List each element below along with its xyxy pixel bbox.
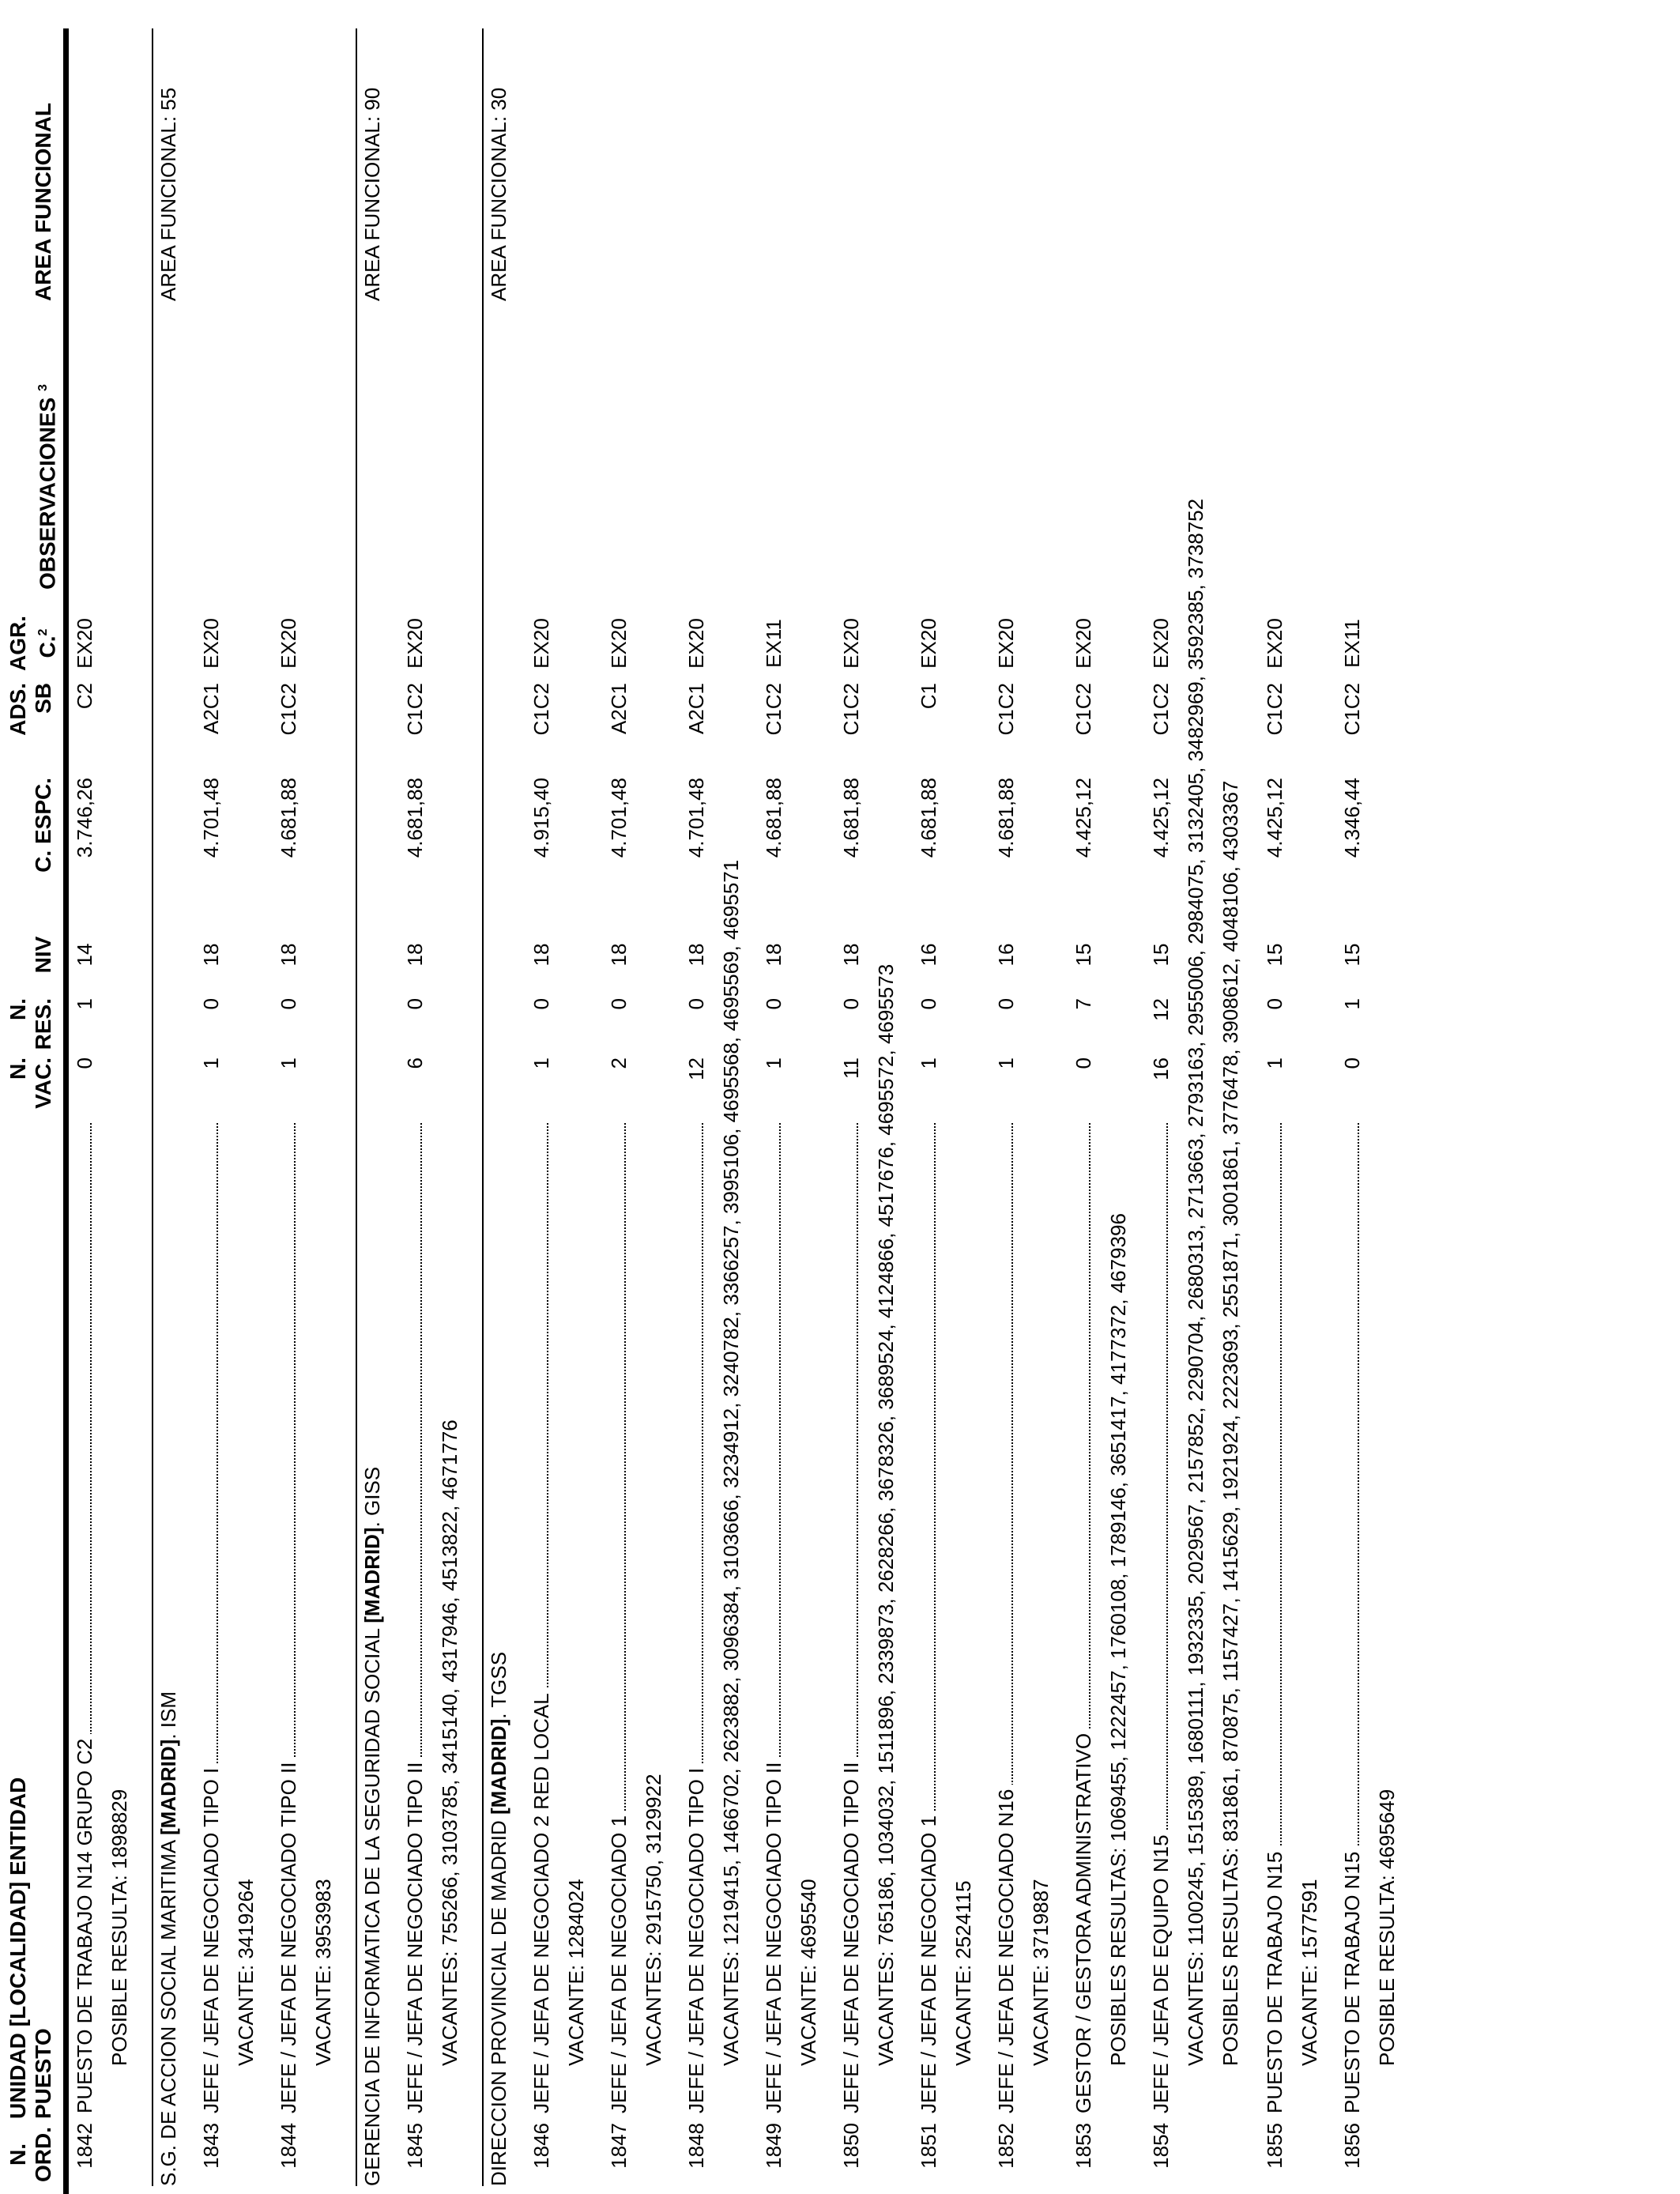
row-n-vac: 1: [199, 1057, 223, 1069]
row-agr-c: EX20: [1072, 618, 1095, 669]
row-c-espc: 4.425,12: [1263, 778, 1286, 858]
row-ord: 1852: [994, 2123, 1018, 2169]
section-unit: [360, 1467, 384, 2186]
header-puesto: PUESTO: [31, 2028, 55, 2119]
area-funcional: AREA FUNCIONAL: 55: [156, 87, 180, 301]
header-ads-2: SB: [31, 683, 55, 714]
row-ord: 1842: [73, 2123, 96, 2169]
row-n-vac: 0: [1072, 1057, 1095, 1069]
row-c-espc: 4.425,12: [1072, 778, 1095, 858]
row-niv: 16: [994, 943, 1018, 967]
row-detail: VACANTE: 3953983: [311, 1879, 335, 2066]
header-agr-2: [32, 612, 59, 675]
row-c-espc: 3.746,26: [73, 778, 96, 858]
row-n-res: 1: [1340, 998, 1364, 1010]
row-c-espc: 4.681,88: [403, 778, 427, 858]
row-ord: 1853: [1072, 2123, 1095, 2169]
row-ord: 1846: [529, 2123, 553, 2169]
section-unit: [487, 1652, 510, 2186]
row-detail: VACANTE: 4695540: [797, 1879, 820, 2066]
row-c-espc: 4.681,88: [994, 778, 1018, 858]
row-ord: 1843: [199, 2123, 223, 2169]
unit-locality: [MADRID]: [156, 1739, 180, 1835]
row-ads-sb: C2: [73, 683, 96, 710]
row-ord: 1845: [403, 2123, 427, 2169]
row-detail: VACANTES: 1219415, 1466702, 2623882, 3096384, 3103666, 3234912, 3240782, 3366257, 3995106, 4695568, 4695569, 4695571: [719, 859, 743, 2066]
row-n-res: 0: [684, 998, 708, 1010]
header-agr-2-text: C.: [35, 635, 60, 658]
row-n-vac: 12: [684, 1057, 708, 1080]
header-area-funcional: AREA FUNCIONAL: [31, 103, 55, 301]
row-ord: 1855: [1263, 2123, 1286, 2169]
header-n-ord-2: ORD.: [31, 2127, 55, 2182]
row-n-vac: 1: [1263, 1057, 1286, 1069]
row-ads-sb: A2C1: [607, 683, 631, 735]
row-niv: 18: [529, 943, 553, 967]
row-n-res: 7: [1072, 998, 1095, 1010]
row-detail: VACANTE: 3419264: [234, 1879, 258, 2066]
row-puesto: JEFE / JEFA DE NEGOCIADO TIPO II: [762, 1757, 785, 2113]
row-c-espc: 4.701,48: [199, 778, 223, 858]
row-puesto: JEFE / JEFA DE NEGOCIADO N16: [994, 1785, 1018, 2113]
row-detail: VACANTES: 755266, 3103785, 3415140, 4317946, 4513822, 4671776: [438, 1419, 461, 2066]
row-ord: 1849: [762, 2123, 785, 2169]
row-puesto: JEFE / JEFA DE EQUIPO N15: [1149, 1830, 1173, 2113]
header-n-res-2: RES.: [31, 998, 55, 1050]
row-detail-2: POSIBLES RESULTAS: 831861, 870875, 1157427, 1415629, 1921924, 2223693, 2551871, 3001861, 3776478, 3908612, 4048106, 4303367: [1219, 780, 1242, 2066]
unit-entity: . TGSS: [487, 1651, 510, 1719]
row-n-vac: 1: [762, 1057, 785, 1069]
area-funcional: AREA FUNCIONAL: 90: [360, 87, 384, 301]
row-niv: 18: [607, 943, 631, 967]
row-c-espc: 4.681,88: [839, 778, 863, 858]
header-n-res-1: N.: [6, 998, 30, 1020]
row-agr-c: EX20: [277, 618, 300, 669]
row-niv: 15: [1072, 943, 1095, 967]
row-puesto: JEFE / JEFA DE NEGOCIADO TIPO I: [684, 1763, 708, 2113]
row-n-vac: 11: [839, 1057, 863, 1079]
section-unit: [156, 1691, 180, 2186]
row-n-res: 1: [73, 998, 96, 1010]
row-ads-sb: C1: [917, 683, 940, 710]
row-niv: 16: [917, 943, 940, 967]
row-ord: 1851: [917, 2123, 940, 2169]
row-agr-c: EX20: [1149, 618, 1173, 669]
row-puesto: JEFE / JEFA DE NEGOCIADO TIPO II: [839, 1757, 863, 2113]
row-ads-sb: C1C2: [403, 683, 427, 736]
row-c-espc: 4.346,44: [1340, 778, 1364, 858]
row-niv: 18: [199, 943, 223, 967]
header-unidad: UNIDAD [LOCALIDAD] ENTIDAD: [6, 1777, 30, 2119]
row-puesto: JEFE / JEFA DE NEGOCIADO TIPO II: [403, 1757, 427, 2113]
header-observaciones: [32, 384, 59, 590]
unit-locality: [MADRID]: [360, 1527, 384, 1623]
section-divider: [356, 28, 357, 2186]
table-header: [0, 0, 63, 2194]
row-n-vac: 0: [1340, 1057, 1364, 1069]
row-n-vac: 16: [1149, 1057, 1173, 1080]
row-niv: 18: [403, 943, 427, 967]
row-puesto: PUESTO DE TRABAJO N15: [1340, 1847, 1364, 2113]
row-n-res: 0: [277, 998, 300, 1010]
row-n-vac: 2: [607, 1057, 631, 1069]
row-niv: 18: [762, 943, 785, 967]
header-obs-sup: 3: [36, 384, 50, 391]
row-detail: VACANTES: 1100245, 1515389, 1680111, 1932335, 2029567, 2157852, 2290704, 2680313, 2713663, 2793163, 2955006, 2984075, 3132405, 3482969, 3592385, 3738752: [1184, 498, 1207, 2066]
row-n-vac: 6: [403, 1057, 427, 1069]
row-detail: POSIBLES RESULTAS: 1069455, 1222457, 1760108, 1789146, 3651417, 4177372, 4679396: [1106, 1213, 1130, 2066]
header-niv: NIV: [31, 936, 55, 974]
row-n-res: 0: [1263, 998, 1286, 1010]
row-agr-c: EX11: [1340, 619, 1364, 668]
row-detail: VACANTES: 765186, 1034032, 1511896, 2339873, 2628266, 3678326, 3689524, 4124866, 4517676, 4695572, 4695573: [874, 963, 898, 2066]
row-ord: 1848: [684, 2123, 708, 2169]
unit-name: DIRECCION PROVINCIAL DE MADRID: [487, 1815, 510, 2186]
row-detail: POSIBLE RESULTA: 1898829: [107, 1789, 131, 2066]
row-n-res: 0: [607, 998, 631, 1010]
row-n-res: 0: [199, 998, 223, 1010]
row-n-vac: 1: [994, 1057, 1018, 1069]
row-n-res: 0: [839, 998, 863, 1010]
row-agr-c: EX20: [199, 618, 223, 669]
row-ads-sb: A2C1: [684, 683, 708, 735]
row-puesto: JEFE / JEFA DE NEGOCIADO 1: [917, 1811, 940, 2113]
row-niv: 18: [684, 943, 708, 967]
row-agr-c: EX20: [607, 618, 631, 669]
header-c-espc: C. ESPC.: [31, 778, 55, 873]
row-c-espc: 4.681,88: [917, 778, 940, 858]
row-agr-c: EX20: [917, 618, 940, 669]
unit-locality: [MADRID]: [487, 1718, 510, 1815]
row-puesto: JEFE / JEFA DE NEGOCIADO 2 RED LOCAL: [529, 1688, 553, 2113]
row-agr-c: EX20: [529, 618, 553, 669]
row-n-res: 0: [994, 998, 1018, 1010]
row-c-espc: 4.915,40: [529, 778, 553, 858]
row-agr-c: EX20: [73, 618, 96, 669]
row-agr-c: EX11: [762, 619, 785, 668]
row-n-vac: 0: [73, 1057, 96, 1069]
unit-name: GERENCIA DE INFORMATICA DE LA SEGURIDAD SOCIAL: [360, 1623, 384, 2186]
row-c-espc: 4.701,48: [607, 778, 631, 858]
row-n-res: 0: [917, 998, 940, 1010]
row-n-vac: 1: [917, 1057, 940, 1069]
row-ads-sb: C1C2: [994, 683, 1018, 736]
row-ads-sb: C1C2: [839, 683, 863, 736]
header-observaciones-text: OBSERVACIONES: [35, 397, 60, 590]
row-niv: 18: [277, 943, 300, 967]
row-ord: 1850: [839, 2123, 863, 2169]
row-puesto: PUESTO DE TRABAJO N15: [1263, 1847, 1286, 2113]
row-ord: 1856: [1340, 2123, 1364, 2169]
area-funcional: AREA FUNCIONAL: 30: [487, 87, 510, 301]
row-detail: VACANTE: 2524115: [951, 1880, 975, 2066]
unit-entity: . ISM: [156, 1691, 180, 1740]
row-ads-sb: C1C2: [529, 683, 553, 736]
row-detail: VACANTES: 2915750, 3129922: [642, 1774, 665, 2066]
row-ord: 1854: [1149, 2123, 1173, 2169]
row-detail: VACANTE: 1577591: [1298, 1879, 1321, 2066]
header-n-vac-2: VAC.: [31, 1057, 55, 1109]
row-agr-c: EX20: [839, 618, 863, 669]
row-detail: VACANTE: 3719887: [1029, 1879, 1053, 2066]
row-agr-c: EX20: [684, 618, 708, 669]
header-n-ord-1: N.: [6, 2143, 30, 2166]
row-n-res: 0: [762, 998, 785, 1010]
row-puesto: JEFE / JEFA DE NEGOCIADO 1: [607, 1811, 631, 2113]
row-agr-c: EX20: [403, 618, 427, 669]
row-niv: 14: [73, 943, 96, 967]
row-puesto: GESTOR / GESTORA ADMINISTRATIVO: [1072, 1728, 1095, 2113]
section-divider: [482, 28, 484, 2186]
row-puesto: JEFE / JEFA DE NEGOCIADO TIPO I: [199, 1763, 223, 2113]
row-n-res: 0: [403, 998, 427, 1010]
row-ord: 1844: [277, 2123, 300, 2169]
header-ads-1: ADS.: [6, 683, 30, 736]
row-puesto: PUESTO DE TRABAJO N14 GRUPO C2: [73, 1734, 96, 2113]
section-divider: [152, 28, 153, 2186]
row-ord: 1847: [607, 2123, 631, 2169]
unit-entity: . GISS: [360, 1466, 384, 1528]
row-n-res: 12: [1149, 998, 1173, 1021]
row-c-espc: 4.681,88: [762, 778, 785, 858]
row-ads-sb: C1C2: [1340, 683, 1364, 736]
row-niv: 15: [1149, 943, 1173, 967]
row-c-espc: 4.701,48: [684, 778, 708, 858]
row-agr-c: EX20: [994, 618, 1018, 669]
row-detail: POSIBLE RESULTA: 4695649: [1375, 1789, 1399, 2066]
row-n-vac: 1: [529, 1057, 553, 1069]
row-ads-sb: A2C1: [199, 683, 223, 735]
row-ads-sb: C1C2: [1072, 683, 1095, 736]
header-n-vac-1: N.: [6, 1057, 30, 1080]
unit-name: S.G. DE ACCION SOCIAL MARITIMA: [156, 1834, 180, 2186]
row-ads-sb: C1C2: [762, 683, 785, 736]
row-agr-c: EX20: [1263, 618, 1286, 669]
row-ads-sb: C1C2: [1149, 683, 1173, 736]
row-c-espc: 4.425,12: [1149, 778, 1173, 858]
row-n-res: 0: [529, 998, 553, 1010]
header-agr-sup: 2: [36, 628, 50, 636]
header-rule: [63, 28, 69, 2194]
row-c-espc: 4.681,88: [277, 778, 300, 858]
row-puesto: JEFE / JEFA DE NEGOCIADO TIPO II: [277, 1757, 300, 2113]
row-detail: VACANTE: 1284024: [564, 1879, 588, 2066]
row-ads-sb: C1C2: [1263, 683, 1286, 736]
row-niv: 15: [1340, 943, 1364, 967]
row-ads-sb: C1C2: [277, 683, 300, 736]
row-n-vac: 1: [277, 1057, 300, 1069]
header-agr-1: AGR.: [6, 616, 30, 671]
row-niv: 15: [1263, 943, 1286, 967]
row-niv: 18: [839, 943, 863, 967]
